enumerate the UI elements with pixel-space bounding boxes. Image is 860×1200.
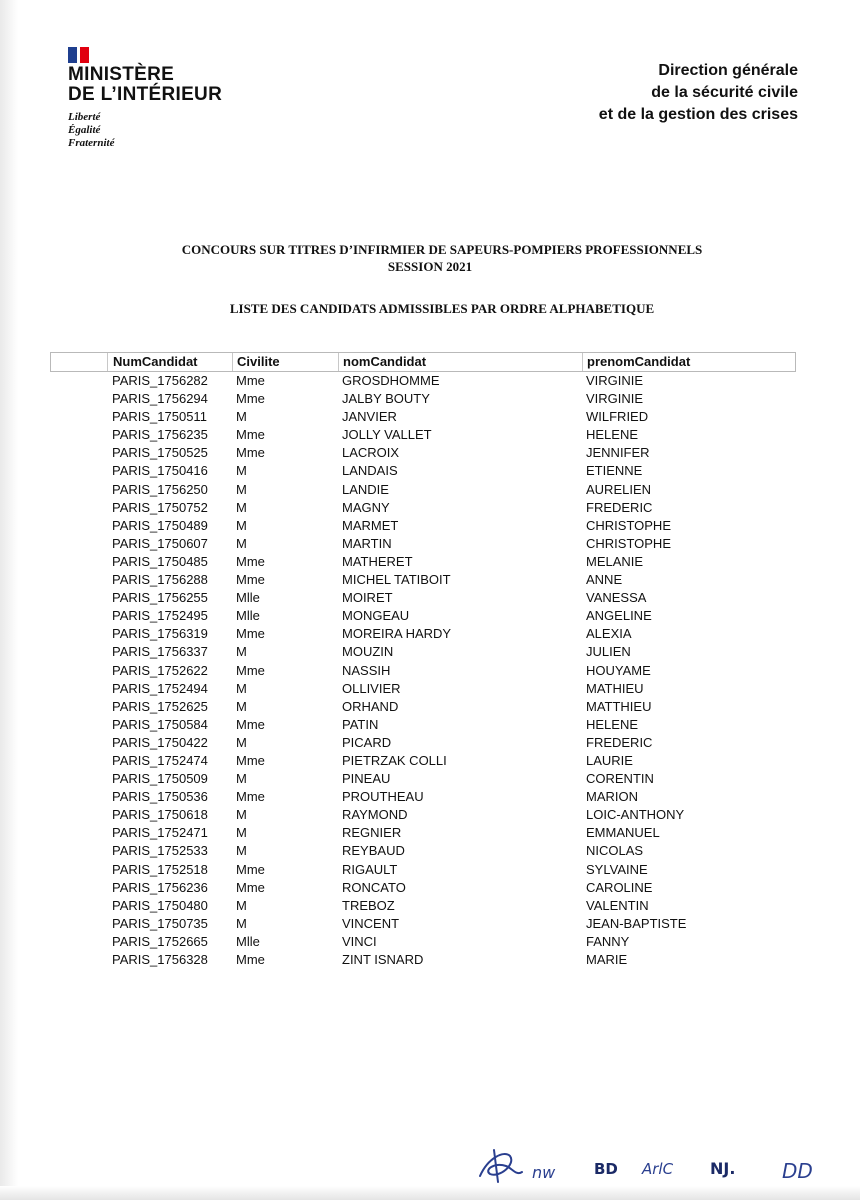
cell-numcandidat: PARIS_1750618	[112, 807, 208, 823]
cell-nomcandidat: REYBAUD	[342, 843, 405, 859]
cell-nomcandidat: MATHERET	[342, 553, 413, 569]
cell-numcandidat: PARIS_1752495	[112, 608, 208, 624]
table-row	[50, 426, 796, 444]
signature-initials-4: NJ.	[710, 1159, 736, 1178]
table-row	[50, 806, 796, 824]
table-row	[50, 861, 796, 879]
cell-prenomcandidat: FREDERIC	[586, 499, 653, 515]
table-row	[50, 734, 796, 752]
table-row	[50, 788, 796, 806]
table-row	[50, 553, 796, 571]
cell-numcandidat: PARIS_1750607	[112, 535, 208, 551]
cell-prenomcandidat: VIRGINIE	[586, 373, 644, 388]
cell-prenomcandidat: NICOLAS	[586, 843, 644, 859]
cell-nomcandidat: PATIN	[342, 716, 379, 732]
cell-prenomcandidat: EMMANUEL	[586, 825, 660, 841]
cell-civilite: Mme	[236, 572, 265, 588]
signature-initials-2: BD	[594, 1160, 618, 1178]
marianne-flag-icon	[68, 45, 92, 65]
cell-prenomcandidat: CHRISTOPHE	[586, 535, 671, 551]
cell-civilite: Mme	[236, 626, 265, 642]
cell-prenomcandidat: SYLVAINE	[586, 861, 648, 877]
table-row	[50, 643, 796, 661]
table-row	[50, 824, 796, 842]
cell-nomcandidat: RAYMOND	[342, 807, 408, 823]
cell-numcandidat: PARIS_1752665	[112, 933, 208, 949]
cell-prenomcandidat: CORENTIN	[586, 771, 654, 787]
cell-civilite: Mme	[236, 427, 265, 443]
page-edge-shadow	[0, 0, 18, 1200]
cell-prenomcandidat: VALENTIN	[586, 897, 649, 913]
table-row	[50, 481, 796, 499]
motto-egalite: Égalité	[68, 124, 101, 136]
cell-civilite: M	[236, 897, 247, 913]
cell-numcandidat: PARIS_1750489	[112, 517, 208, 533]
cell-nomcandidat: GROSDHOMME	[342, 373, 440, 388]
cell-civilite: Mme	[236, 553, 265, 569]
cell-prenomcandidat: HELENE	[586, 427, 639, 443]
cell-civilite: Mlle	[236, 608, 260, 624]
cell-numcandidat: PARIS_1752471	[112, 825, 208, 841]
cell-civilite: Mme	[236, 879, 265, 895]
table-row	[50, 408, 796, 426]
table-row	[50, 535, 796, 553]
cell-civilite: M	[236, 843, 247, 859]
table-row	[50, 462, 796, 480]
cell-numcandidat: PARIS_1750536	[112, 789, 208, 805]
cell-nomcandidat: NASSIH	[342, 662, 391, 678]
direction-line3: et de la gestion des crises	[598, 106, 798, 123]
signature-initials-3: ArlC	[642, 1160, 674, 1178]
column-header-nomcandidat: nomCandidat	[343, 354, 427, 369]
cell-nomcandidat: VINCI	[342, 933, 377, 949]
list-title: LISTE DES CANDIDATS ADMISSIBLES PAR ORDRE ALPHABETIQUE	[229, 301, 655, 316]
cell-nomcandidat: MONGEAU	[342, 608, 410, 624]
session-title: SESSION 2021	[387, 259, 473, 274]
cell-prenomcandidat: ANGELINE	[586, 608, 652, 624]
table-row	[50, 915, 796, 933]
cell-civilite: Mme	[236, 662, 265, 678]
cell-prenomcandidat: AURELIEN	[586, 481, 652, 497]
cell-nomcandidat: RONCATO	[342, 879, 406, 895]
cell-nomcandidat: MARMET	[342, 517, 399, 533]
cell-numcandidat: PARIS_1756328	[112, 952, 208, 967]
cell-nomcandidat: MOIRET	[342, 590, 393, 606]
cell-civilite: Mlle	[236, 590, 260, 606]
cell-prenomcandidat: MATHIEU	[586, 680, 644, 696]
cell-nomcandidat: MOUZIN	[342, 644, 394, 660]
cell-civilite: M	[236, 535, 247, 551]
table-row	[50, 607, 796, 625]
cell-nomcandidat: MAGNY	[342, 499, 390, 515]
exam-title: CONCOURS SUR TITRES D’INFIRMIER DE SAPEURS-POMPIERS PROFESSIONNELS	[181, 242, 703, 257]
cell-numcandidat: PARIS_1756294	[112, 391, 208, 407]
cell-civilite: M	[236, 807, 247, 823]
column-header-civilite: Civilite	[237, 354, 280, 369]
cell-numcandidat: PARIS_1750509	[112, 771, 208, 787]
cell-nomcandidat: PINEAU	[342, 771, 391, 787]
cell-numcandidat: PARIS_1756319	[112, 626, 208, 642]
table-row	[50, 517, 796, 535]
cell-nomcandidat: REGNIER	[342, 825, 402, 841]
cell-prenomcandidat: HOUYAME	[586, 662, 651, 678]
cell-prenomcandidat: FANNY	[586, 933, 630, 949]
cell-nomcandidat: LANDAIS	[342, 463, 398, 479]
cell-numcandidat: PARIS_1752622	[112, 662, 208, 678]
table-row	[50, 662, 796, 680]
ministry-name-line2: DE L’INTÉRIEUR	[68, 84, 223, 105]
table-row	[50, 933, 796, 951]
cell-civilite: M	[236, 680, 247, 696]
table-row	[50, 444, 796, 462]
column-header-numcandidat: NumCandidat	[113, 354, 198, 369]
cell-prenomcandidat: JULIEN	[586, 644, 631, 660]
table-row	[50, 571, 796, 589]
cell-numcandidat: PARIS_1750422	[112, 734, 208, 750]
cell-prenomcandidat: CAROLINE	[586, 879, 653, 895]
candidates-table	[50, 352, 796, 969]
cell-civilite: Mme	[236, 716, 265, 732]
table-row	[50, 897, 796, 915]
cell-civilite: M	[236, 734, 247, 750]
cell-civilite: M	[236, 517, 247, 533]
table-row	[50, 680, 796, 698]
table-header-row	[50, 352, 796, 372]
cell-nomcandidat: PICARD	[342, 734, 392, 750]
cell-numcandidat: PARIS_1756282	[112, 373, 208, 388]
cell-civilite: M	[236, 915, 247, 931]
cell-nomcandidat: JANVIER	[342, 409, 397, 425]
cell-nomcandidat: TREBOZ	[342, 897, 395, 913]
cell-nomcandidat: RIGAULT	[342, 861, 398, 877]
cell-prenomcandidat: LOIC-ANTHONY	[586, 807, 685, 823]
cell-nomcandidat: JALBY BOUTY	[342, 391, 430, 407]
cell-civilite: M	[236, 409, 247, 425]
signature-initials-5: DD	[782, 1159, 813, 1183]
cell-numcandidat: PARIS_1756288	[112, 572, 208, 588]
cell-numcandidat: PARIS_1756255	[112, 590, 208, 606]
cell-numcandidat: PARIS_1756337	[112, 644, 208, 660]
motto-liberte: Liberté	[68, 111, 101, 123]
cell-nomcandidat: MICHEL TATIBOIT	[342, 572, 451, 588]
signature-initials-1: nw	[532, 1163, 556, 1182]
signature-marks	[470, 1138, 850, 1188]
direction-header	[599, 60, 798, 126]
direction-line2: de la sécurité civile	[651, 84, 798, 101]
table-row	[50, 390, 796, 408]
cell-nomcandidat: OLLIVIER	[342, 680, 401, 696]
table-row	[50, 951, 796, 969]
cell-civilite: M	[236, 825, 247, 841]
cell-civilite: Mme	[236, 373, 265, 388]
cell-numcandidat: PARIS_1756250	[112, 481, 208, 497]
cell-prenomcandidat: MELANIE	[586, 553, 644, 569]
cell-numcandidat: PARIS_1750584	[112, 716, 208, 732]
cell-prenomcandidat: JENNIFER	[586, 445, 650, 461]
page-bottom-shadow	[0, 1186, 860, 1200]
cell-numcandidat: PARIS_1752533	[112, 843, 208, 859]
cell-prenomcandidat: ANNE	[586, 572, 623, 588]
signatures-area	[470, 1138, 850, 1188]
ministry-logo	[68, 45, 222, 150]
cell-numcandidat: PARIS_1750752	[112, 499, 208, 515]
cell-prenomcandidat: WILFRIED	[586, 409, 649, 425]
cell-civilite: Mme	[236, 445, 265, 461]
cell-prenomcandidat: VIRGINIE	[586, 391, 644, 407]
cell-prenomcandidat: FREDERIC	[586, 734, 653, 750]
cell-civilite: M	[236, 698, 247, 714]
cell-numcandidat: PARIS_1750480	[112, 897, 208, 913]
cell-civilite: Mme	[236, 789, 265, 805]
table-row	[50, 842, 796, 860]
cell-nomcandidat: LANDIE	[342, 481, 389, 497]
direction-line1: Direction générale	[658, 62, 798, 79]
cell-numcandidat: PARIS_1752518	[112, 861, 208, 877]
cell-nomcandidat: MOREIRA HARDY	[342, 626, 452, 642]
cell-nomcandidat: MARTIN	[342, 535, 392, 551]
table-row	[50, 589, 796, 607]
cell-civilite: Mme	[236, 952, 265, 967]
ministry-name-line1: MINISTÈRE	[68, 64, 175, 85]
column-header-prenomcandidat: prenomCandidat	[587, 354, 691, 369]
cell-nomcandidat: ZINT ISNARD	[342, 952, 424, 967]
cell-nomcandidat: PROUTHEAU	[342, 789, 424, 805]
cell-nomcandidat: ORHAND	[342, 698, 399, 714]
cell-numcandidat: PARIS_1750511	[112, 409, 207, 425]
cell-numcandidat: PARIS_1750485	[112, 553, 208, 569]
signature-scribble-1	[480, 1154, 522, 1176]
cell-numcandidat: PARIS_1752494	[112, 680, 208, 696]
cell-prenomcandidat: CHRISTOPHE	[586, 517, 671, 533]
cell-prenomcandidat: MATTHIEU	[586, 698, 652, 714]
cell-nomcandidat: PIETRZAK COLLI	[342, 752, 447, 768]
cell-prenomcandidat: JEAN-BAPTISTE	[586, 915, 687, 931]
cell-civilite: M	[236, 771, 247, 787]
table-body	[50, 372, 796, 969]
cell-civilite: Mlle	[236, 933, 260, 949]
motto-fraternite: Fraternité	[68, 137, 115, 149]
cell-civilite: M	[236, 644, 247, 660]
cell-civilite: Mme	[236, 391, 265, 407]
cell-nomcandidat: JOLLY VALLET	[342, 427, 432, 443]
republic-motto	[68, 111, 222, 150]
cell-prenomcandidat: ETIENNE	[586, 463, 643, 479]
table-row	[50, 716, 796, 734]
table-row	[50, 879, 796, 897]
table-row	[50, 752, 796, 770]
cell-civilite: Mme	[236, 861, 265, 877]
cell-prenomcandidat: MARIE	[586, 952, 628, 967]
table-row	[50, 770, 796, 788]
cell-prenomcandidat: ALEXIA	[586, 626, 632, 642]
cell-numcandidat: PARIS_1756236	[112, 879, 208, 895]
cell-numcandidat: PARIS_1750525	[112, 445, 208, 461]
cell-nomcandidat: VINCENT	[342, 915, 400, 931]
cell-prenomcandidat: MARION	[586, 789, 638, 805]
cell-civilite: M	[236, 499, 247, 515]
cell-civilite: M	[236, 481, 247, 497]
cell-numcandidat: PARIS_1752474	[112, 752, 208, 768]
cell-civilite: Mme	[236, 752, 265, 768]
cell-nomcandidat: LACROIX	[342, 445, 400, 461]
cell-numcandidat: PARIS_1750735	[112, 915, 208, 931]
table-row	[50, 499, 796, 517]
table-row	[50, 698, 796, 716]
cell-prenomcandidat: HELENE	[586, 716, 639, 732]
cell-numcandidat: PARIS_1750416	[112, 463, 208, 479]
cell-civilite: M	[236, 463, 247, 479]
cell-numcandidat: PARIS_1752625	[112, 698, 208, 714]
table-row	[50, 625, 796, 643]
cell-prenomcandidat: VANESSA	[586, 590, 647, 606]
cell-prenomcandidat: LAURIE	[586, 752, 633, 768]
table-row	[50, 372, 796, 390]
cell-numcandidat: PARIS_1756235	[112, 427, 208, 443]
